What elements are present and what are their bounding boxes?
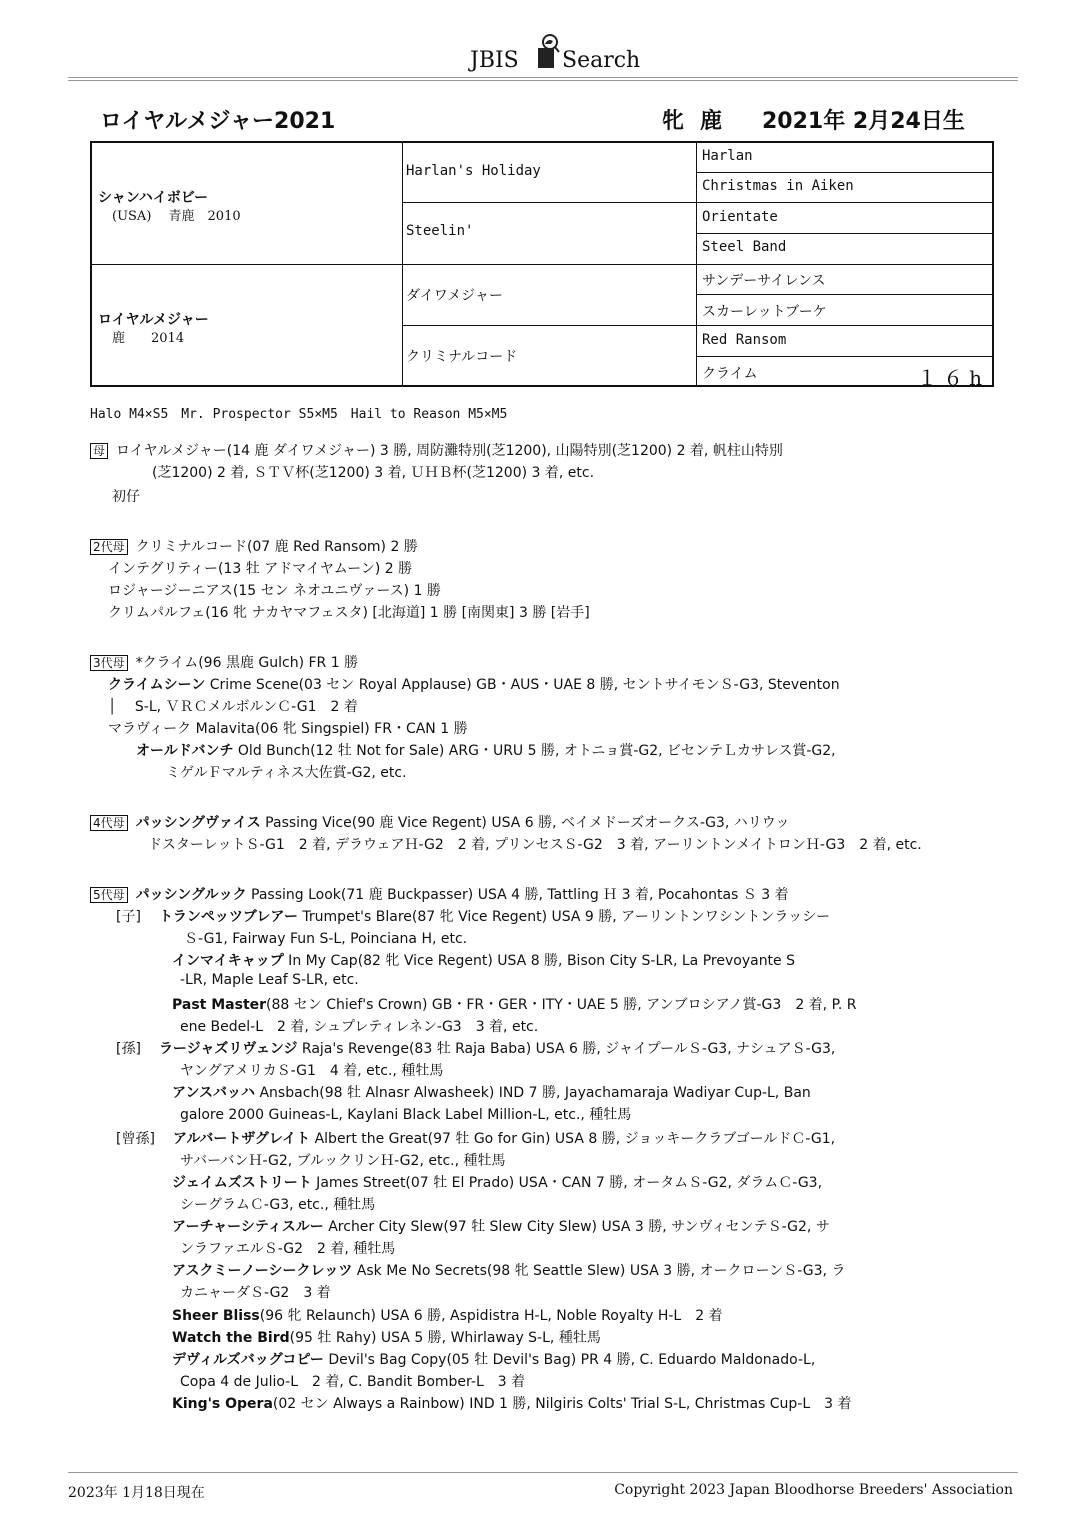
horse-link[interactable]: ジェイムズストリート (172, 1175, 312, 1191)
record-line (180, 1150, 506, 1170)
horse-link[interactable]: デヴィルズバッグコピー (172, 1352, 324, 1368)
record-text: (芝1200) 2 着, ＳＴＶ杯(芝1200) 3 着, ＵＨＢ杯(芝1200) 3 着, etc. (152, 465, 595, 481)
logo-magnifier-horse-icon (536, 34, 560, 70)
record-line (90, 536, 418, 556)
record-text: Archer City Slew(97 牡 Slew City Slew) USA 3 勝, サンヴィセンテＳ-G2, サ (323, 1219, 830, 1235)
record-line (172, 1172, 822, 1192)
record-line (116, 906, 830, 926)
footer-divider (68, 1472, 1018, 1473)
record-line (180, 1238, 395, 1258)
footer-copyright: Copyright 2023 Japan Bloodhorse Breeders' Association (614, 1482, 1013, 1498)
record-text: ンラファエルＳ-G2 2 着, 種牡馬 (180, 1241, 396, 1257)
horse-link[interactable]: Past Master (172, 997, 267, 1013)
record-line (172, 1082, 811, 1102)
record-line (108, 718, 468, 738)
horse-link[interactable]: King's Opera (172, 1396, 273, 1412)
record-text: マラヴィーク Malavita(06 牝 Singspiel) FR・CAN 1 勝 (108, 721, 468, 737)
horse-name: ロイヤルメジャー2021 (100, 109, 336, 134)
record-text: 初仔 (112, 489, 140, 505)
pedigree-g3-6[interactable]: スカーレットブーケ (702, 304, 827, 320)
record-line (116, 1038, 835, 1058)
generation-label: [曾孫] (116, 1131, 155, 1147)
record-line (172, 994, 856, 1014)
record-line (108, 696, 358, 716)
record-text: Ｓ-G1, Fairway Fun S-L, Poinciana H, etc. (184, 931, 468, 947)
horse-link[interactable]: アーチャーシティスルー (172, 1219, 324, 1235)
record-text: シーグラムＣ-G3, etc., 種牡馬 (180, 1197, 376, 1213)
record-text: Albert the Great(97 牡 Go for Gin) USA 8 勝, ジョッキークラブゴールドＣ-G1, (310, 1131, 836, 1147)
horse-color: 鹿 (700, 109, 723, 134)
record-text: │ S-L, ＶＲＣメルボルンＣ-G1 2 着 (108, 699, 358, 715)
record-line (180, 1194, 375, 1214)
horse-link[interactable]: Watch the Bird (172, 1330, 290, 1346)
record-line (180, 1104, 631, 1124)
record-line (172, 1305, 723, 1325)
record-text: (96 牝 Relaunch) USA 6 勝, Aspidistra H-L, Noble Royalty H-L 2 着 (259, 1308, 723, 1324)
generation-tag: 母 (90, 443, 108, 459)
generation-tag: 3代母 (90, 655, 128, 671)
generation-tag: 4代母 (90, 815, 128, 831)
record-text: Copa 4 de Julio-L 2 着, C. Bandit Bomber-L 3 着 (180, 1374, 526, 1390)
logo-search-text: Search (562, 48, 641, 73)
record-text: *クライム(96 黒鹿 Gulch) FR 1 勝 (135, 655, 359, 671)
record-line (90, 884, 789, 904)
record-line (90, 440, 783, 460)
horse-link[interactable]: オールドバンチ (136, 743, 234, 759)
record-text: カニャーダＳ-G2 3 着 (180, 1285, 331, 1301)
pedigree-g2-4[interactable]: クリミナルコード (406, 349, 518, 365)
pedigree-g2-1[interactable]: Harlan's Holiday (406, 163, 541, 179)
record-text: インテグリティー(13 牡 アドマイヤムーン) 2 勝 (108, 561, 413, 577)
pedigree-g3-4[interactable]: Steel Band (702, 239, 787, 255)
pedigree-g2-2[interactable]: Steelin' (406, 223, 474, 239)
record-text: Old Bunch(12 牡 Not for Sale) ARG・URU 5 勝, オトニョ賞-G2, ビセンテＬカサレス賞-G2, (233, 743, 836, 759)
record-line (136, 740, 836, 760)
horse-link[interactable]: クライムシーン (108, 677, 206, 693)
record-text: クリミナルコード(07 鹿 Red Ransom) 2 勝 (135, 539, 418, 555)
dam-name[interactable]: ロイヤルメジャー (98, 312, 209, 328)
generation-label: [孫] (116, 1041, 141, 1057)
record-text: ミゲルＦマルティネス大佐賞-G2, etc. (166, 765, 407, 781)
horse-link[interactable]: アルバートザグレイト (172, 1131, 311, 1147)
record-line (108, 580, 441, 600)
record-line (172, 1393, 852, 1413)
record-text: ドスターレットＳ-G1 2 着, デラウェアＨ-G2 2 着, プリンセスＳ-G2 3 着, アーリントンメイトロンＨ-G3 2 着, etc. (148, 837, 922, 853)
record-text: Crime Scene(03 セン Royal Applause) GB・AUS・UAE 8 勝, セントサイモンＳ-G3, Steventon (205, 677, 840, 693)
pedigree-g3-7[interactable]: Red Ransom (702, 332, 787, 348)
pedigree-g3-3[interactable]: Orientate (702, 209, 778, 225)
record-text: galore 2000 Guineas-L, Kaylani Black Label Million-L, etc., 種牡馬 (180, 1107, 632, 1123)
record-line (172, 950, 795, 970)
record-text: Raja's Revenge(83 牡 Raja Baba) USA 6 勝, ジャイプールＳ-G3, ナシュアＳ-G3, (297, 1041, 836, 1057)
sire-name[interactable]: シャンハイボビー (98, 190, 209, 206)
record-text: Passing Vice(90 鹿 Vice Regent) USA 6 勝, ベイメドーズオークス-G3, ハリウッ (260, 815, 790, 831)
pedigree-g3-5[interactable]: サンデーサイレンス (702, 273, 826, 289)
jbis-search-logo[interactable] (470, 18, 640, 74)
record-text: ロイヤルメジャー(14 鹿 ダイワメジャー) 3 勝, 周防灘特別(芝1200), 山陽特別(芝1200) 2 着, 帆柱山特別 (116, 443, 783, 459)
record-line (172, 1327, 601, 1347)
record-line (180, 972, 359, 988)
record-line (148, 834, 922, 854)
record-text: サバーバンＨ-G2, ブルックリンＨ-G2, etc., 種牡馬 (180, 1153, 506, 1169)
record-line (172, 1260, 845, 1280)
header-divider (68, 77, 1018, 81)
record-line (184, 928, 467, 948)
record-text: Trumpet's Blare(87 牝 Vice Regent) USA 9 勝, アーリントンワシントンラッシー (297, 909, 831, 925)
sire-info: (USA) 青鹿 2010 (112, 209, 241, 224)
record-line (166, 762, 407, 782)
pedigree-g3-2[interactable]: Christmas in Aiken (702, 178, 854, 194)
inbreeding-info: Halo M4×S5 Mr. Prospector S5×M5 Hail to Reason M5×M5 (90, 407, 508, 422)
horse-sex: 牝 (662, 109, 685, 134)
record-text: クリムパルフェ(16 牝 ナカヤマフェスタ) [北海道] 1 勝 [南関東] 3 勝 [岩手] (108, 605, 590, 621)
record-line (180, 1060, 443, 1080)
record-line (112, 486, 140, 506)
pedigree-g3-8[interactable]: クライム (702, 366, 758, 382)
record-text: Ask Me No Secrets(98 牝 Seattle Slew) USA 3 勝, オークローンＳ-G3, ラ (352, 1263, 846, 1279)
record-line (116, 1128, 835, 1148)
record-line (108, 602, 590, 622)
record-text: -LR, Maple Leaf S-LR, etc. (180, 972, 359, 988)
footer-date: 2023年 1月18日現在 (68, 1485, 205, 1501)
dam-info: 鹿 2014 (112, 331, 185, 346)
record-text: ロジャージーニアス(15 セン ネオユニヴァース) 1 勝 (108, 583, 441, 599)
horse-link[interactable]: アスクミーノーシークレッツ (172, 1263, 353, 1279)
record-line (180, 1371, 525, 1391)
generation-tag: 5代母 (90, 887, 128, 903)
horse-link[interactable]: パッシングヴァイス (135, 815, 261, 831)
pedigree-extra-mark: １６h (917, 366, 988, 390)
generation-tag: 2代母 (90, 539, 128, 555)
record-text: Ansbach(98 牡 Alnasr Alwasheek) IND 7 勝, Jayachamaraja Wadiyar Cup-L, Ban (255, 1085, 811, 1101)
record-text: (02 セン Always a Rainbow) IND 1 勝, Nilgiris Colts' Trial S-L, Christmas Cup-L 3 着 (272, 1396, 852, 1412)
pedigree-g2-3[interactable]: ダイワメジャー (406, 288, 504, 304)
generation-label: [子] (116, 909, 141, 925)
record-line (108, 674, 840, 694)
record-text: James Street(07 牡 El Prado) USA・CAN 7 勝, オータムＳ-G2, ダラムＣ-G3, (311, 1175, 823, 1191)
record-line (172, 1349, 815, 1369)
record-line (172, 1216, 830, 1236)
record-text: Devil's Bag Copy(05 牡 Devil's Bag) PR 4 勝, C. Eduardo Maldonado-L, (323, 1352, 816, 1368)
record-text: (88 セン Chief's Crown) GB・FR・GER・ITY・UAE 5 勝, アンブロシアノ賞-G3 2 着, P. R (266, 997, 857, 1013)
record-text: Passing Look(71 鹿 Buckpasser) USA 4 勝, Tattling Ｈ 3 着, Pocahontas Ｓ 3 着 (246, 887, 789, 903)
record-text: In My Cap(82 牝 Vice Regent) USA 8 勝, Bison City S-LR, La Prevoyante S (283, 953, 796, 969)
record-line (90, 812, 789, 832)
record-text: ene Bedel-L 2 着, シュプレティレネン-G3 3 着, etc. (180, 1019, 539, 1035)
record-line (180, 1016, 538, 1036)
record-text: ヤングアメリカＳ-G1 4 着, etc., 種牡馬 (180, 1063, 444, 1079)
horse-link[interactable]: インマイキャップ (172, 953, 284, 969)
horse-link[interactable]: パッシングルック (135, 887, 247, 903)
record-line (108, 558, 412, 578)
horse-link[interactable]: ラージャズリヴェンジ (158, 1041, 298, 1057)
horse-birth-date: 2021年 2月24日生 (762, 109, 965, 134)
logo-jbis-text: JBIS (470, 48, 519, 73)
pedigree-table (90, 141, 994, 390)
record-text: (95 牡 Rahy) USA 5 勝, Whirlaway S-L, 種牡馬 (289, 1330, 601, 1346)
horse-link[interactable]: Sheer Bliss (172, 1308, 260, 1324)
record-line (152, 462, 594, 482)
record-line (90, 652, 358, 672)
record-line (180, 1282, 331, 1302)
horse-link[interactable]: アンスバッハ (172, 1085, 256, 1101)
horse-link[interactable]: トランペッツブレアー (158, 909, 298, 925)
pedigree-g3-1[interactable]: Harlan (702, 148, 753, 164)
